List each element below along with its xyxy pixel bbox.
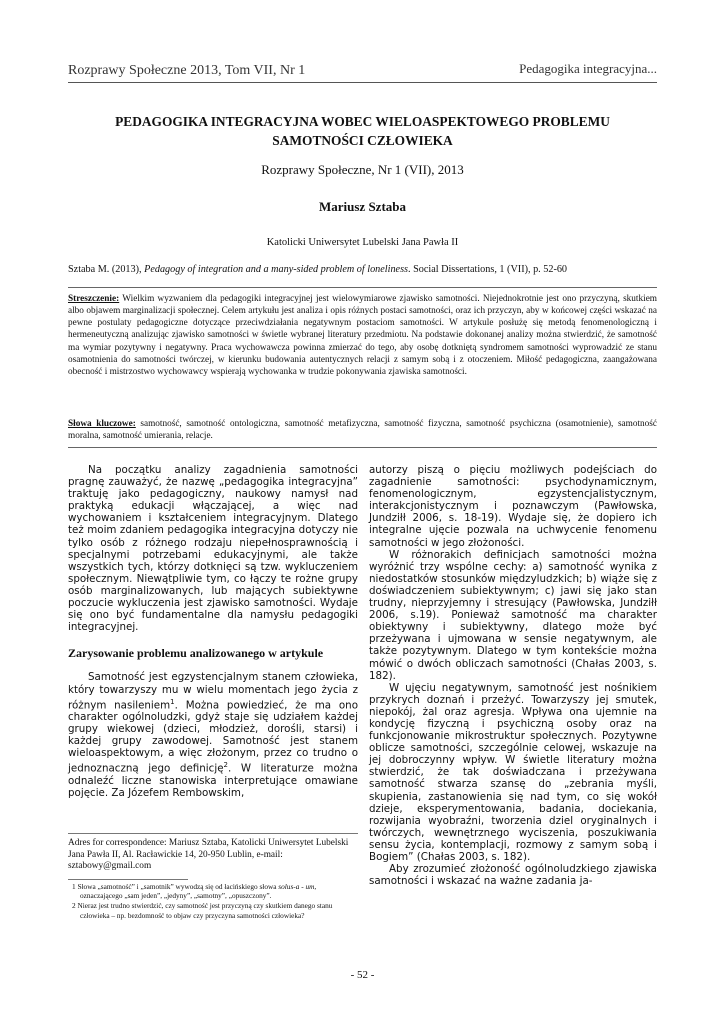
journal-line: Rozprawy Społeczne, Nr 1 (VII), 2013 (261, 162, 464, 177)
divider (68, 447, 657, 448)
paragraph-text: . Można powiedzieć, że ma ono charakter ogólnoludzki, gdyż staje się udziałem każdej grupy wiekowej (dzieci, młodzież, dorośli, starsi) i każdej grupy zawodowej. Samotność jest stanem wieloaspektowym, a więc złożonym, przez co trudno o jednoznaczną jego definicję (68, 699, 358, 775)
running-header-left: Rozprawy Społeczne 2013, Tom VII, Nr 1 (68, 63, 306, 78)
divider (68, 287, 657, 288)
abstract-label: Streszczenie: (68, 294, 120, 304)
footnote-1 (72, 882, 358, 900)
footnote-divider (68, 879, 188, 880)
section-heading: Zarysowanie problemu analizowanego w artykule (68, 646, 324, 661)
correspondence-address: Adres for correspondence: Mariusz Sztaba, Katolicki Uniwersytet Lubelski Jana Pawła II, Al. Racławickie 14, 20-950 Lublin, e-mail: sztabowy@gmail.com (68, 838, 349, 871)
abstract (68, 293, 657, 378)
keywords-text: samotność, samotność ontologiczna, samotność metafizyczna, samotność fizyczna, samotność psychiczna (osamotnienie), samotność moralna, samotność umierania, relacje. (68, 419, 657, 442)
footnote-italic: solus-a - um (278, 882, 315, 891)
abstract-text: Wielkim wyzwaniem dla pedagogiki integracyjnej jest wielowymiarowe zjawisko samotności. Niejednokrotnie jest ono przyczyną, skutkiem albo objawem marginalizacji społecznej. Celem artykułu jest analiza i opis różnych postaci samotności, oraz ich przyczyn, aby w końcowej części wskazać na pewne postulaty pedagogiczne dotyczące przeciwdziałania negatywnym postaciom samotności. W artykule posłużę się metodą fenomenologiczną i hermeneutyczną analizując zjawisko samotności w świetle wybranej literatury przedmiotu. Na podstawie dokonanej analizy można stwierdzić, że samotność ma wymiar pozytywny i negatywny. Praca wychowawcza powinna zmierzać do tego, aby osobę dotkniętą syndromem samotności wyprowadzić ze stanu osamotnienia do samotności twórczej, w kierunku budowania autentycznych relacji z samym sobą i z otoczeniem. Miłość pedagogiczna, zaangażowana obecność i mistrzostwo wychowawcy wspierają wychowanka w trudzie pokonywania zjawiska samotności. (68, 294, 657, 377)
footnote-text: 1 Słowa „samotność” i „samotnik” wywodzą się od łacińskiego słowa (72, 882, 279, 891)
keywords (68, 418, 657, 442)
article-title: PEDAGOGIKA INTEGRACYJNA WOBEC WIELOASPEKTOWEGO PROBLEMU SAMOTNOŚCI CZŁOWIEKA (115, 114, 610, 148)
keywords-label: Słowa kluczowe: (68, 419, 136, 429)
paragraph: W różnorakich definicjach samotności można wyróżnić trzy wspólne cechy: a) samotność wynika z niedostatków stosunków międzyludzkich; b) wiąże się z doświadczeniem subiektywnym; c) jawi się jako stan trudny, nieprzyjemny i stresujący (Pawłowska, Jundziłł 2006, s.19). Ponieważ samotność ma charakter obiektywny i subiektywny, dlatego może być przeżywana i ujmowana w sensie negatywnym, ale także pozytywnym. Dlatego w tym kontekście można mówić o dwóch obliczach samotności (Chałas 2003, s. 182). (369, 548, 657, 682)
running-header (68, 58, 657, 83)
paragraph: autorzy piszą o pięciu możliwych podejściach do zagadnienie samotności: psychodynamicznym, fenomenologicznym, egzystencjalistycznym, interakcjonistycznym i poznawczym (Pawłowska, Jundziłł 2006, s. 18-19). Wydaje się, że dopiero ich integralne ujęcie pozwala na uchwycenie fenomenu samotności w jego złożoności. (369, 464, 657, 549)
running-header-right: Pedagogika integracyjna... (519, 61, 657, 76)
citation-title: Pedagogy of integration and a many-sided problem of loneliness (144, 264, 409, 275)
author-name: Mariusz Sztaba (318, 199, 407, 214)
paragraph: Aby zrozumieć złożoność ogólnoludzkiego zjawiska samotności i wskazać na ważne zadania ja- (369, 863, 657, 888)
page-number: - 52 - (350, 969, 375, 981)
left-column (68, 464, 358, 799)
footnote-ref: 1 (170, 697, 175, 706)
paragraph-text: Samotność jest egzystencjalnym stanem człowieka, który towarzyszy mu w wielu momentach jego życia z różnym nasileniem (68, 671, 358, 712)
footnote-divider (68, 833, 358, 834)
footnote-text: , oznaczającego „sam jeden”, „jedyny”, „samotny”, „opuszczony”. (80, 882, 317, 901)
citation-suffix: . Social Dissertations, 1 (VII), p. 52-60 (408, 264, 568, 275)
paragraph (68, 671, 358, 799)
citation-prefix: Sztaba M. (2013), (68, 264, 145, 275)
paragraph: W ujęciu negatywnym, samotność jest nośnikiem przykrych doznań i przeżyć. Towarzyszy jej smutek, niepokój, żal oraz agresja. Wpływa ona ujemnie na kondycję fizyczną i psychiczną osoby oraz na funkcjonowanie mikrostruktur społecznych. Pozytywne oblicze samotności, szczególnie celowej, wskazuje na jej dobroczynny wpływ. W świetle literatury można stwierdzić, że tak doświadczana i przeżywana samotność stwarza szansę do „zebrania myśli, skupienia, zastanowienia się nad tym, co się wokół dzieje, eksperymentowania, badania, dociekania, rozwijania wyobraźni, tworzenia dziel oryginalnych i twórczych, wewnętrznego wyciszenia, poszukiwania sensu życia, kontemplacji, rozmowy z samym sobą i Bogiem” (Chałas 2003, s. 182). (369, 681, 657, 863)
citation (68, 264, 665, 275)
affiliation: Katolicki Uniwersytet Lubelski Jana Pawła II (266, 237, 459, 248)
paragraph: Na początku analizy zagadnienia samotności pragnę zauważyć, że nazwę „pedagogika integracyjna” traktuję jako pedagogiczny, naukowy namysł nad praktyką edukacji włączającej, a więc nad wychowaniem i kształceniem integracyjnym. Dlatego też moim zdaniem pedagogika integracyjna dotyczy nie tylko osób z różnego rodzaju niepełnosprawnością i specjalnymi potrzebami edukacyjnymi, ale także wszystkich tych, którzy dotknięci są tzw. wykluczeniem społecznym. Niewątpliwie tym, co łączy te rożne grupy osób marginalizowanych, lub mających subiektywne poczucie wykluczenia jest zjawisko samotności. Wydaje się ono być fundamentalne dla namysłu pedagogiki integracyjnej. (68, 464, 358, 634)
paragraph-text: . W literaturze można odnaleźć liczne stanowiska interpretujące omawiane pojęcie. Za Józefem Rembowskim, (68, 762, 358, 800)
footnote-2: 2 Nieraz jest trudno stwierdzić, czy samotność jest przyczyną czy skutkiem danego stanu człowieka – np. bezdomność to objaw czy przyczyna samotności człowieka? (72, 901, 333, 920)
footnotes (72, 882, 358, 921)
right-column (369, 464, 657, 887)
footnote-ref: 2 (223, 761, 228, 770)
